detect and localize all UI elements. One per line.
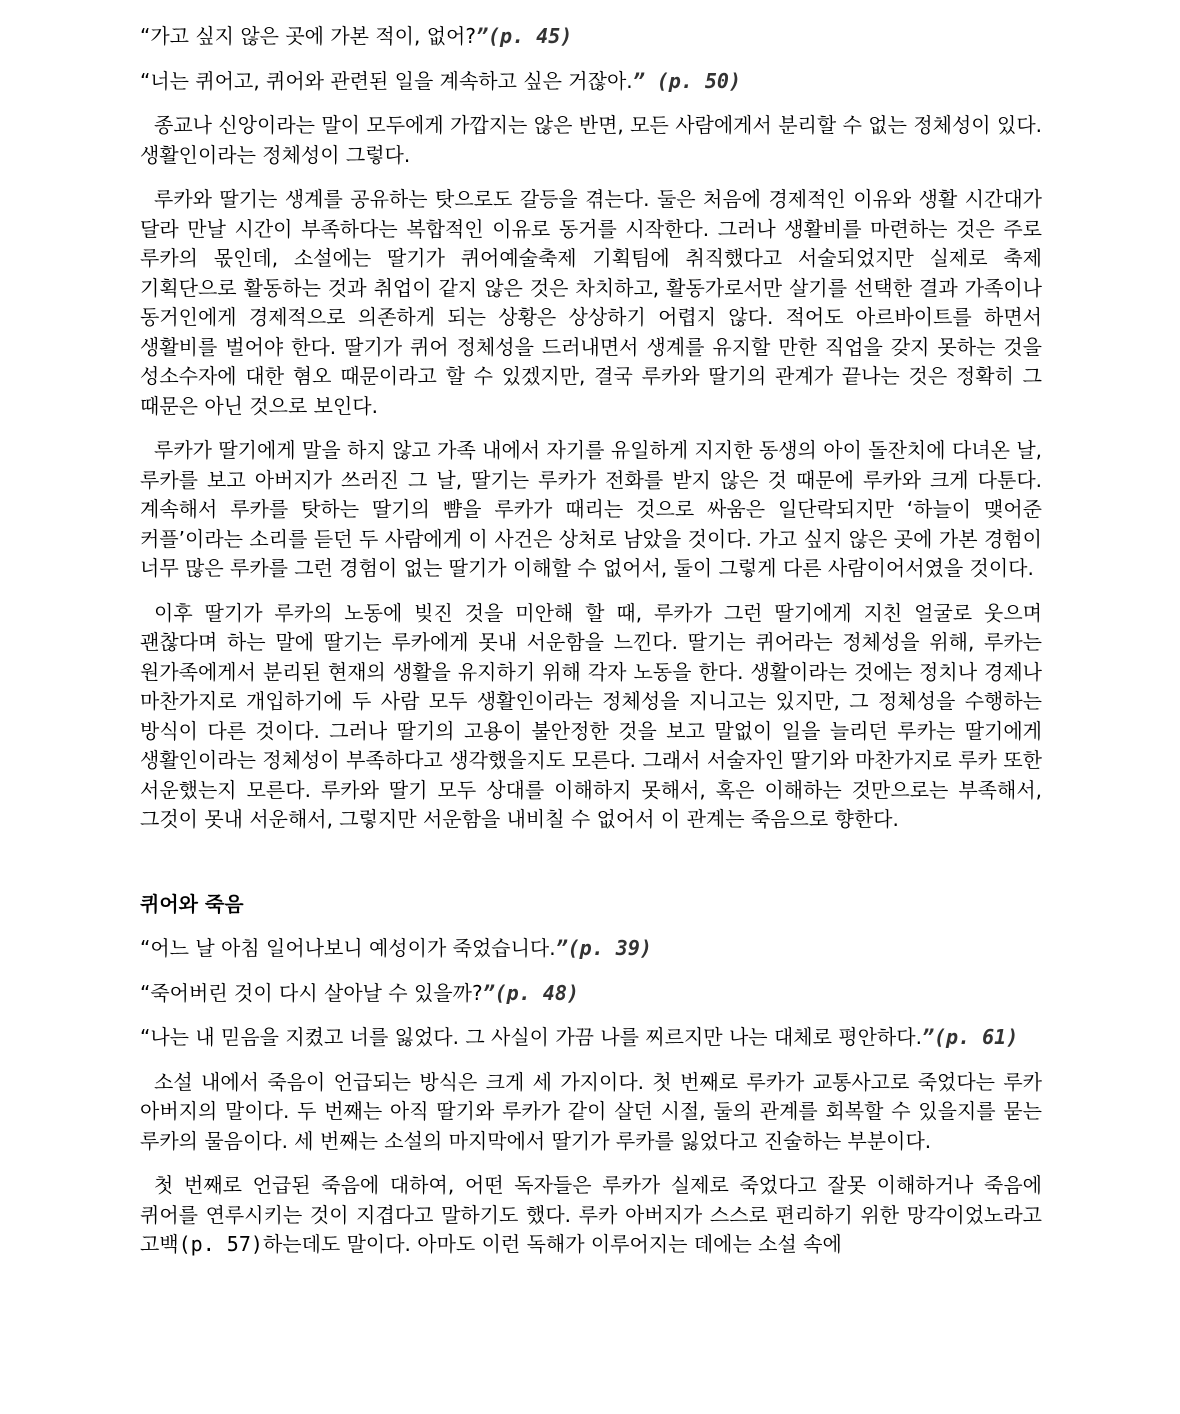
body-paragraph: 이후 딸기가 루카의 노동에 빚진 것을 미안해 할 때, 루카가 그런 딸기에게 지친 얼굴로 웃으며 괜찮다며 하는 말에 딸기는 루카에게 못내 서운함을 느낀다. 딸기는 퀴어라는 정체성을 위해, 루카는 원가족에게서 분리된 현재의 생활을 유지하기 위해 각자 노동을 한다. 생활이라는 것에는 정치나 경제나 마찬가지로 개입하기에 두 사람 모두 생활인이라는 정체성을 지니고는 있지만, 그 정체성을 수행하는 방식이 다른 것이다. 그러나 딸기의 고용이 불안정한 것을 보고 말없이 일을 늘리던 루카는 딸기에게 생활인이라는 정체성이 부족하다고 생각했을지도 모른다. 그래서 서술자인 딸기와 마찬가지로 루카 또한 서운했는지 모른다. 루카와 딸기 모두 상대를 이해하지 못해서, 혹은 이해하는 것만으로는 부족해서, 그것이 못내 서운해서, 그렇지만 서운함을 내비칠 수 없어서 이 관계는 죽음으로 향한다. [140,600,1042,831]
quote-citation: ” (p. 50) [632,68,741,93]
quote [140,22,1042,52]
body-paragraph: 루카가 딸기에게 말을 하지 않고 가족 내에서 자기를 유일하게 지지한 동생의 아이 돌잔치에 다녀온 날, 루카를 보고 아버지가 쓰러진 그 날, 딸기는 루카가 전화를 받지 않은 것 때문에 루카와 크게 다툰다. 계속해서 루카를 탓하는 딸기의 뺨을 루카가 때리는 것으로 싸움은 일단락되지만 ‘하늘이 맺어준 커플’이라는 소리를 듣던 두 사람에게 이 사건은 상처로 남았을 것이다. 가고 싶지 않은 곳에 가본 경험이 너무 많은 루카를 그런 경험이 없는 딸기가 이해할 수 없어서, 둘이 그렇게 다른 사람이어서였을 것이다. [140,438,1042,580]
paragraph-text: 첫 번째로 언급된 죽음에 대하여, 어떤 독자들은 루카가 실제로 죽었다고 잘못 이해하거나 죽음에 퀴어를 연루시키는 것이 지겹다고 말하기도 했다. 루카 아버지가 스스로 편리하기 위한 망각이었노라고 고백 [140,1173,1042,1256]
quote-citation: ”(p. 48) [482,980,579,1005]
body-paragraph: 종교나 신앙이라는 말이 모두에게 가깝지는 않은 반면, 모든 사람에게서 분리할 수 없는 정체성이 있다. 생활인이라는 정체성이 그렇다. [140,113,1042,167]
section-heading: 퀴어와 죽음 [140,891,244,916]
body-paragraph: 소설 내에서 죽음이 언급되는 방식은 크게 세 가지이다. 첫 번째로 루카가 교통사고로 죽었다는 루카 아버지의 말이다. 두 번째는 아직 딸기와 루카가 같이 살던 시절, 둘의 관계를 회복할 수 있을지를 묻는 루카의 물음이다. 세 번째는 소설의 마지막에서 딸기가 루카를 잃었다고 진술하는 부분이다. [140,1069,1042,1153]
quote [140,979,1042,1009]
quote [140,67,1042,97]
document-page [140,22,1042,1275]
quote-text: “가고 싶지 않은 곳에 가본 적이, 없어? [140,24,476,48]
paragraph-text: 하는데도 말이다. 아마도 이런 독해가 이루어지는 데에는 소설 속에 [262,1232,842,1256]
quote-text: “어느 날 아침 일어나보니 예성이가 죽었습니다. [140,936,556,960]
body-paragraph: 루카와 딸기는 생계를 공유하는 탓으로도 갈등을 겪는다. 둘은 처음에 경제적인 이유와 생활 시간대가 달라 만날 시간이 부족하다는 복합적인 이유로 동거를 시작한다. 그러나 생활비를 마련하는 것은 주로 루카의 몫인데, 소설에는 딸기가 퀴어예술축제 기획팀에 취직했다고 서술되었지만 실제로 축제 기획단으로 활동하는 것과 취업이 같지 않은 것은 차치하고, 활동가로서만 살기를 선택한 결과 가족이나 동거인에게 경제적으로 의존하게 되는 상황은 상상하기 어렵지 않다. 적어도 아르바이트를 하면서 생활비를 벌어야 한다. 딸기가 퀴어 정체성을 드러내면서 생계를 유지할 만한 직업을 갖지 못하는 것을 성소수자에 대한 혐오 때문이라고 할 수 있겠지만, 결국 루카와 딸기의 관계가 끝나는 것은 정확히 그 때문은 아닌 것으로 보인다. [140,187,1042,418]
quote-text: “죽어버린 것이 다시 살아날 수 있을까? [140,980,483,1005]
quote-citation: ”(p. 61) [921,1025,1019,1049]
quote [140,934,1042,964]
quote-text: “너는 퀴어고, 퀴어와 관련된 일을 계속하고 싶은 거잖아. [140,68,633,93]
body-paragraph [140,1171,1042,1260]
quote [140,1023,1042,1053]
inline-citation: (p. 57) [178,1232,263,1256]
quote-text: “나는 내 믿음을 지켰고 너를 잃었다. 그 사실이 가끔 나를 찌르지만 나는 대체로 평안하다. [140,1025,922,1049]
quote-citation: ”(p. 45) [475,24,573,48]
quote-citation: ”(p. 39) [555,936,652,960]
